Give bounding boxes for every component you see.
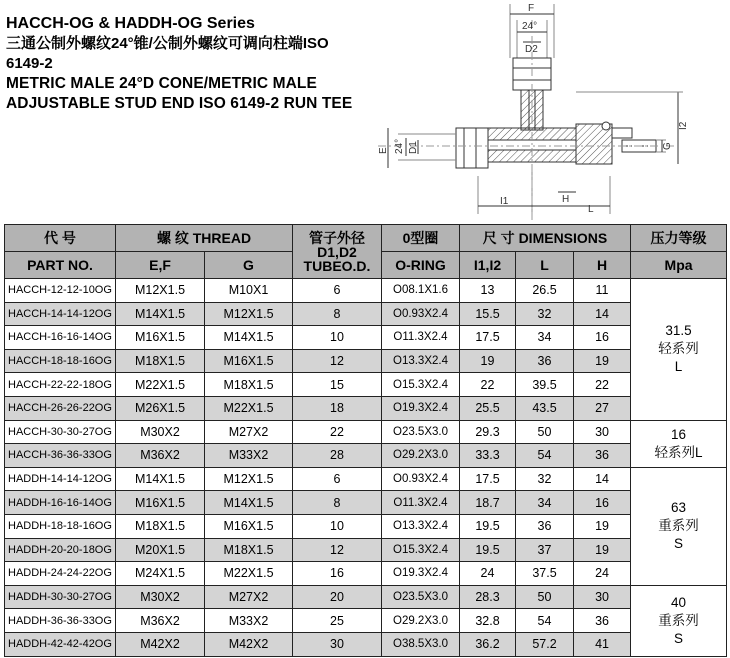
label-angle-left: 24°	[394, 138, 405, 154]
thread-g-cell: M14X1.5	[205, 326, 293, 350]
title-english-line-1: METRIC MALE 24°D CONE/METRIC MALE	[6, 75, 317, 92]
part-number-cell: HACCH-14-14-12OG	[5, 302, 116, 326]
thread-ef-cell: M42X2	[116, 632, 205, 656]
thread-ef-cell: M26X1.5	[116, 396, 205, 420]
oring-cell: O0.93X2.4	[382, 467, 460, 491]
header-dim-cn: 尺 寸	[482, 230, 515, 246]
thread-g-cell: M22X1.5	[205, 562, 293, 586]
table-row	[5, 279, 727, 303]
dim-i1i2-cell: 25.5	[460, 396, 516, 420]
thread-ef-cell: M14X1.5	[116, 302, 205, 326]
table-row	[5, 562, 727, 586]
thread-g-cell: M33X2	[205, 444, 293, 468]
dim-i1i2-cell: 24	[460, 562, 516, 586]
dim-i1i2-cell: 19.5	[460, 514, 516, 538]
oring-cell: O15.3X2.4	[382, 373, 460, 397]
oring-cell: O29.2X3.0	[382, 444, 460, 468]
dim-l-cell: 50	[516, 420, 574, 444]
dim-i1i2-cell: 19	[460, 349, 516, 373]
dim-i1i2-cell: 18.7	[460, 491, 516, 515]
series-title: HACCH-OG & HADDH-OG Series	[6, 15, 255, 32]
table-row	[5, 467, 727, 491]
header-h: H	[574, 252, 631, 279]
thread-ef-cell: M18X1.5	[116, 514, 205, 538]
header-thread-cn: 螺 纹	[156, 230, 189, 246]
tube-od-cell: 15	[293, 373, 382, 397]
oring-cell: O23.5X3.0	[382, 420, 460, 444]
header-dim-en: DIMENSIONS	[518, 230, 608, 246]
table-row	[5, 585, 727, 609]
thread-g-cell: M12X1.5	[205, 302, 293, 326]
part-number-cell: HADDH-42-42-42OG	[5, 632, 116, 656]
table-row	[5, 609, 727, 633]
header-thread	[116, 225, 293, 252]
tube-od-cell: 22	[293, 420, 382, 444]
part-number-cell: HADDH-14-14-12OG	[5, 467, 116, 491]
thread-g-cell: M14X1.5	[205, 491, 293, 515]
thread-g-cell: M16X1.5	[205, 349, 293, 373]
thread-g-cell: M27X2	[205, 420, 293, 444]
tube-od-cell: 10	[293, 514, 382, 538]
dim-i1i2-cell: 28.3	[460, 585, 516, 609]
dim-h-cell: 36	[574, 444, 631, 468]
header-oring-cn: 0型圈	[382, 225, 460, 252]
header-i1i2: I1,I2	[460, 252, 516, 279]
table-row	[5, 420, 727, 444]
thread-ef-cell: M30X2	[116, 420, 205, 444]
thread-ef-cell: M36X2	[116, 444, 205, 468]
dim-h-cell: 36	[574, 609, 631, 633]
dim-h-cell: 30	[574, 420, 631, 444]
label-H: H	[562, 194, 570, 205]
pressure-group-cell	[631, 585, 727, 656]
tube-od-cell: 16	[293, 562, 382, 586]
dim-i1i2-cell: 17.5	[460, 326, 516, 350]
thread-g-cell: M22X1.5	[205, 396, 293, 420]
oring-cell: O15.3X2.4	[382, 538, 460, 562]
thread-ef-cell: M16X1.5	[116, 491, 205, 515]
dim-l-cell: 57.2	[516, 632, 574, 656]
oring-cell: O13.3X2.4	[382, 349, 460, 373]
pressure-value: 40	[671, 594, 687, 610]
dim-i1i2-cell: 29.3	[460, 420, 516, 444]
dim-l-cell: 34	[516, 491, 574, 515]
table-row	[5, 396, 727, 420]
pressure-class-cn: 重系列	[658, 518, 699, 534]
label-I2: I2	[678, 121, 689, 130]
header-g: G	[205, 252, 293, 279]
header-dimensions	[460, 225, 631, 252]
label-L: L	[588, 204, 594, 215]
oring-cell: O11.3X2.4	[382, 491, 460, 515]
thread-ef-cell: M22X1.5	[116, 373, 205, 397]
dim-h-cell: 19	[574, 514, 631, 538]
title-english-line-2: ADJUSTABLE STUD END ISO 6149-2 RUN TEE	[6, 95, 353, 112]
oring-cell: O29.2X3.0	[382, 609, 460, 633]
dim-i1i2-cell: 19.5	[460, 538, 516, 562]
pressure-value: 16	[671, 426, 687, 442]
tube-od-cell: 8	[293, 302, 382, 326]
thread-ef-cell: M16X1.5	[116, 326, 205, 350]
tube-od-cell: 28	[293, 444, 382, 468]
dim-l-cell: 36	[516, 349, 574, 373]
header-thread-en: THREAD	[192, 230, 252, 246]
header-pressure-en: Mpa	[631, 252, 727, 279]
thread-ef-cell: M20X1.5	[116, 538, 205, 562]
dim-l-cell: 36	[516, 514, 574, 538]
dim-h-cell: 22	[574, 373, 631, 397]
table-row	[5, 632, 727, 656]
dim-l-cell: 26.5	[516, 279, 574, 303]
dim-l-cell: 39.5	[516, 373, 574, 397]
dim-i1i2-cell: 36.2	[460, 632, 516, 656]
tube-od-cell: 6	[293, 467, 382, 491]
pressure-value: 31.5	[665, 323, 692, 339]
tube-od-cell: 30	[293, 632, 382, 656]
part-number-cell: HADDH-30-30-27OG	[5, 585, 116, 609]
dim-h-cell: 41	[574, 632, 631, 656]
oring-cell: O13.3X2.4	[382, 514, 460, 538]
thread-ef-cell: M30X2	[116, 585, 205, 609]
pressure-class-cn: 轻系列L	[654, 444, 703, 460]
dim-h-cell: 14	[574, 302, 631, 326]
table-row	[5, 349, 727, 373]
fitting-drawing	[378, 0, 730, 222]
header-tube	[293, 225, 382, 279]
tube-od-cell: 12	[293, 538, 382, 562]
thread-ef-cell: M24X1.5	[116, 562, 205, 586]
label-E: E	[378, 147, 389, 154]
dim-h-cell: 11	[574, 279, 631, 303]
dim-h-cell: 19	[574, 538, 631, 562]
thread-g-cell: M18X1.5	[205, 373, 293, 397]
part-number-cell: HACCH-22-22-18OG	[5, 373, 116, 397]
oring-cell: O0.93X2.4	[382, 302, 460, 326]
spec-table-body	[5, 279, 727, 657]
table-row	[5, 514, 727, 538]
table-row	[5, 444, 727, 468]
pressure-class-code: S	[674, 630, 684, 646]
table-row	[5, 491, 727, 515]
part-number-cell: HADDH-24-24-22OG	[5, 562, 116, 586]
dim-h-cell: 16	[574, 326, 631, 350]
part-number-cell: HACCH-36-36-33OG	[5, 444, 116, 468]
dim-l-cell: 43.5	[516, 396, 574, 420]
part-number-cell: HADDH-18-18-16OG	[5, 514, 116, 538]
dim-i1i2-cell: 13	[460, 279, 516, 303]
thread-ef-cell: M36X2	[116, 609, 205, 633]
table-row	[5, 373, 727, 397]
dim-l-cell: 37.5	[516, 562, 574, 586]
part-number-cell: HACCH-18-18-16OG	[5, 349, 116, 373]
dim-h-cell: 16	[574, 491, 631, 515]
header-ef: E,F	[116, 252, 205, 279]
tube-od-cell: 20	[293, 585, 382, 609]
dim-l-cell: 32	[516, 467, 574, 491]
part-number-cell: HACCH-26-26-22OG	[5, 396, 116, 420]
header-oring-en: O-RING	[382, 252, 460, 279]
dim-i1i2-cell: 15.5	[460, 302, 516, 326]
part-number-cell: HADDH-36-36-33OG	[5, 609, 116, 633]
label-F: F	[528, 3, 535, 14]
tube-od-cell: 10	[293, 326, 382, 350]
header-pressure-cn: 压力等级	[631, 225, 727, 252]
label-angle-top: 24°	[522, 21, 538, 32]
oring-cell: O11.3X2.4	[382, 326, 460, 350]
thread-g-cell: M18X1.5	[205, 538, 293, 562]
dim-l-cell: 37	[516, 538, 574, 562]
pressure-class-code: L	[674, 359, 683, 375]
label-G: G	[662, 142, 673, 150]
oring-cell: O08.1X1.6	[382, 279, 460, 303]
label-D1: D1	[408, 141, 419, 154]
dim-h-cell: 24	[574, 562, 631, 586]
label-I1: I1	[500, 196, 509, 207]
pressure-group-cell	[631, 420, 727, 467]
pressure-group-cell	[631, 467, 727, 585]
oring-cell: O38.5X3.0	[382, 632, 460, 656]
pressure-value: 63	[671, 500, 687, 516]
table-row	[5, 326, 727, 350]
pressure-class-cn: 重系列	[658, 612, 699, 628]
header-l: L	[516, 252, 574, 279]
thread-g-cell: M42X2	[205, 632, 293, 656]
header-tube-en: TUBEO.D.	[303, 257, 371, 274]
oring-cell: O19.3X2.4	[382, 396, 460, 420]
tube-od-cell: 6	[293, 279, 382, 303]
part-number-cell: HACCH-16-16-14OG	[5, 326, 116, 350]
thread-g-cell: M10X1	[205, 279, 293, 303]
thread-g-cell: M27X2	[205, 585, 293, 609]
part-number-cell: HACCH-30-30-27OG	[5, 420, 116, 444]
part-number-cell: HACCH-12-12-10OG	[5, 279, 116, 303]
dim-l-cell: 50	[516, 585, 574, 609]
table-row	[5, 302, 727, 326]
thread-ef-cell: M12X1.5	[116, 279, 205, 303]
part-number-cell: HADDH-16-16-14OG	[5, 491, 116, 515]
oring-cell: O19.3X2.4	[382, 562, 460, 586]
thread-g-cell: M12X1.5	[205, 467, 293, 491]
label-D2: D2	[525, 44, 538, 55]
dim-h-cell: 14	[574, 467, 631, 491]
thread-g-cell: M33X2	[205, 609, 293, 633]
header-code-cn: 代 号	[5, 225, 116, 252]
dim-i1i2-cell: 32.8	[460, 609, 516, 633]
dim-l-cell: 32	[516, 302, 574, 326]
tube-od-cell: 8	[293, 491, 382, 515]
pressure-class-code: S	[674, 536, 684, 552]
title-chinese-line-2: 6149-2	[6, 55, 53, 72]
pressure-class-cn: 轻系列	[658, 341, 699, 357]
header-tube-cn: 管子外径D1,D2	[309, 229, 365, 260]
dim-h-cell: 30	[574, 585, 631, 609]
thread-ef-cell: M18X1.5	[116, 349, 205, 373]
thread-ef-cell: M14X1.5	[116, 467, 205, 491]
dim-i1i2-cell: 17.5	[460, 467, 516, 491]
dim-i1i2-cell: 33.3	[460, 444, 516, 468]
table-row	[5, 538, 727, 562]
dim-l-cell: 54	[516, 444, 574, 468]
spec-table	[4, 224, 727, 657]
header-part-no: PART NO.	[5, 252, 116, 279]
part-number-cell: HADDH-20-20-18OG	[5, 538, 116, 562]
title-block	[6, 14, 386, 114]
pressure-group-cell	[631, 279, 727, 421]
tube-od-cell: 25	[293, 609, 382, 633]
dim-h-cell: 27	[574, 396, 631, 420]
dim-h-cell: 19	[574, 349, 631, 373]
dim-i1i2-cell: 22	[460, 373, 516, 397]
tube-od-cell: 18	[293, 396, 382, 420]
tube-od-cell: 12	[293, 349, 382, 373]
thread-g-cell: M16X1.5	[205, 514, 293, 538]
oring-cell: O23.5X3.0	[382, 585, 460, 609]
title-chinese-line-1: 三通公制外螺纹24°锥/公制外螺纹可调向柱端ISO	[6, 35, 329, 52]
dim-l-cell: 34	[516, 326, 574, 350]
dim-l-cell: 54	[516, 609, 574, 633]
